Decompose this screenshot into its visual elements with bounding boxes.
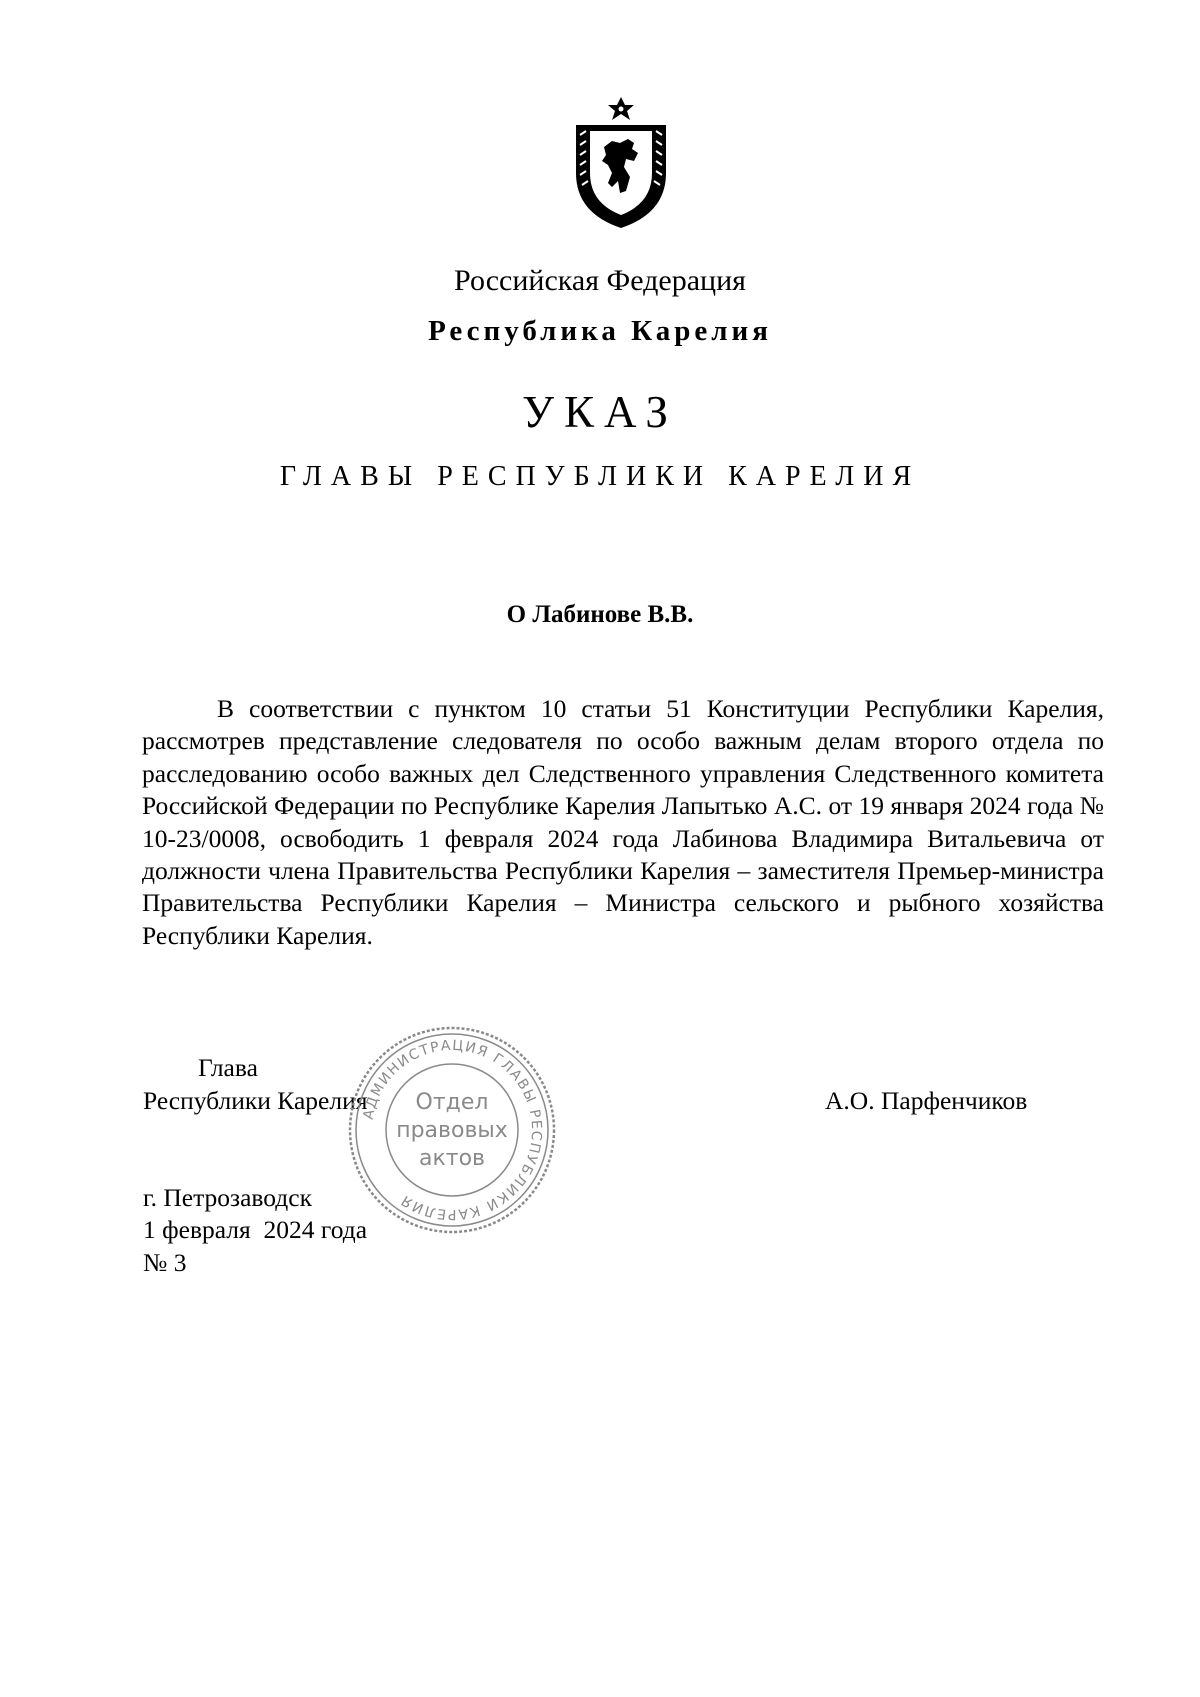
signatory-name: А.О. Парфенчиков: [825, 1086, 1028, 1115]
document-type: УКАЗ: [522, 387, 678, 437]
issue-place: г. Петрозаводск: [143, 1183, 312, 1212]
decree-body: В соответствии с пунктом 10 статьи 51 Конституции Республики Карелия, рассмотрев представление следователя по особо важным делам второго отдела по расследованию особо важных дел Следственного управления Следственного комитета Российской Федерации по Республике Карелия Лапытько А.С. от 19 января 2024 года № 10-23/0008, освободить 1 февраля 2024 года Лабинова Владимира Витальевича от должности члена Правительства Республики Карелия – заместителя Премьер-министра Правительства Республики Карелия – Министра сельского и рыбного хозяйства Республики Карелия.: [142, 694, 1104, 950]
stamp-line-2: правовых: [396, 1118, 508, 1143]
coat-of-arms-icon: [568, 95, 674, 230]
signatory-title-line2: Республики Карелия: [143, 1086, 368, 1115]
document-subject: О Лабинове В.В.: [506, 601, 694, 628]
official-stamp: [347, 1025, 557, 1235]
stamp-ring-text: АДМИНИСТРАЦИЯ ГЛАВЫ РЕСПУБЛИКИ КАРЕЛИЯ: [360, 1037, 545, 1223]
stamp-line-1: Отдел: [415, 1090, 489, 1115]
republic-name: Республика Карелия: [428, 315, 772, 347]
issue-date: 1 февраля 2024 года: [143, 1215, 368, 1244]
signatory-title-line1: Глава: [198, 1053, 258, 1082]
country-name: Российская Федерация: [454, 264, 746, 297]
issuing-authority: ГЛАВЫ РЕСПУБЛИКИ КАРЕЛИЯ: [279, 461, 921, 492]
document-number: № 3: [143, 1248, 187, 1277]
stamp-line-3: актов: [418, 1146, 486, 1171]
